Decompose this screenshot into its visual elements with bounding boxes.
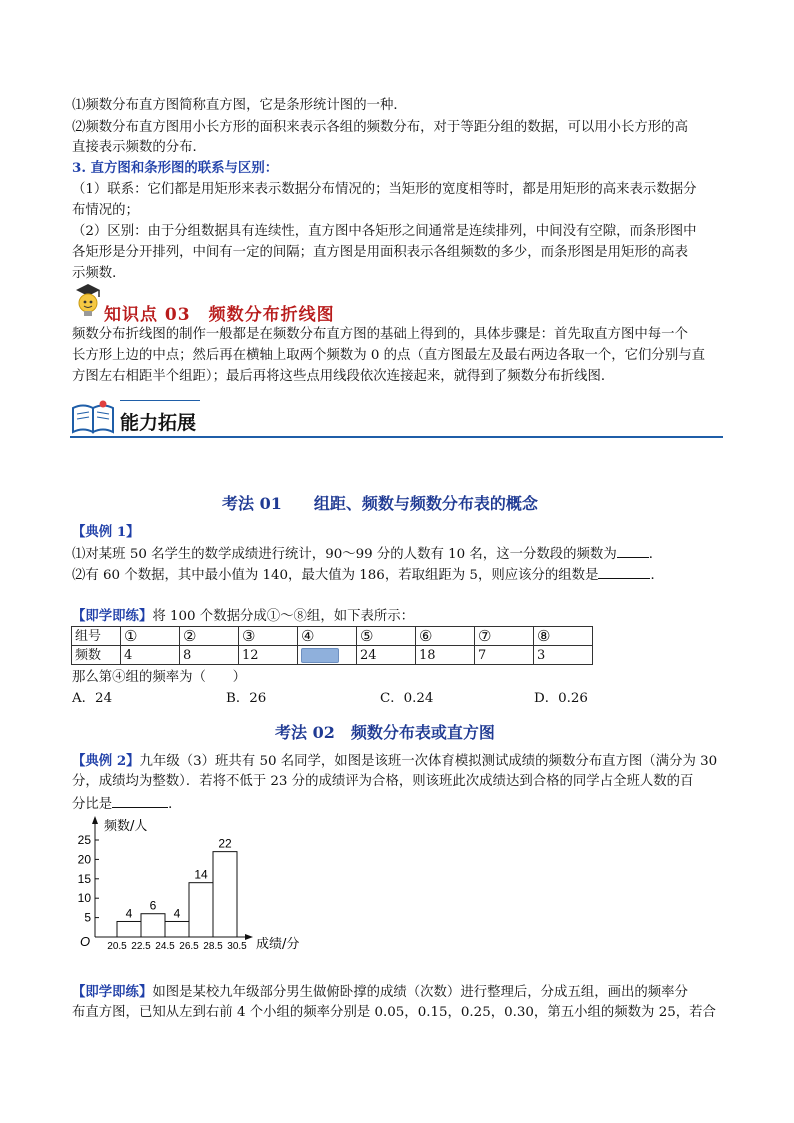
bar-value-label: 4 bbox=[125, 906, 133, 921]
bar-value-label: 14 bbox=[194, 867, 208, 882]
practice-line bbox=[72, 606, 414, 627]
banner-top-rule bbox=[120, 400, 200, 401]
y-tick-label: 15 bbox=[77, 871, 91, 886]
table-cell: 4 bbox=[121, 646, 180, 665]
table-cell: 18 bbox=[416, 646, 475, 665]
table-cell: 24 bbox=[357, 646, 416, 665]
text-line: 布情况的； bbox=[72, 203, 139, 218]
table-cell: 3 bbox=[534, 646, 593, 665]
y-tick-label: 5 bbox=[84, 910, 91, 925]
text-line: 直接表示频数的分布． bbox=[72, 140, 206, 155]
book-icon bbox=[70, 398, 116, 440]
x-tick-label: 26.5 bbox=[179, 941, 199, 952]
table-cell: ③ bbox=[239, 627, 298, 646]
text-line: ⑴频数分布直方图简称直方图，它是条形统计图的一种． bbox=[72, 98, 407, 113]
option-c[interactable]: C．0.24 bbox=[380, 691, 434, 706]
origin-label: O bbox=[80, 934, 91, 949]
question-text: 九年级（3）班共有 50 名同学，如图是该班一次体育模拟测试成绩的频数分布直方图（满分为 30 bbox=[139, 754, 718, 769]
y-tick-label: 10 bbox=[77, 891, 91, 906]
x-tick-label: 20.5 bbox=[107, 941, 127, 952]
text-line: 各矩形是分开排列，中间有一定的间隔；直方图是用面积表示各组频数的多少，而条形图是用矩形的高表 bbox=[72, 245, 688, 260]
text-line: 长方形上边的中点；然后再在横轴上取两个频数为 0 的点（直方图最左及最右两边各取一个，它们分别与直 bbox=[72, 348, 705, 363]
bar-value-label: 22 bbox=[218, 836, 232, 851]
text-line: 频数分布折线图的制作一般都是在频数分布直方图的基础上得到的，具体步骤是：首先取直方图中每一个 bbox=[72, 327, 688, 342]
text-line: 方图左右相距半个组距）；最后再将这些点用线段依次连接起来，就得到了频数分布折线图． bbox=[72, 369, 615, 384]
table-header-cell: 组号 bbox=[72, 627, 121, 646]
subheading: 3. 直方图和条形图的联系与区别： bbox=[72, 160, 279, 176]
x-tick-label: 22.5 bbox=[131, 941, 151, 952]
banner-divider bbox=[70, 436, 723, 438]
histogram-bar bbox=[141, 914, 165, 937]
histogram-bar bbox=[189, 883, 213, 937]
table-cell: 8 bbox=[180, 646, 239, 665]
table-cell: 12 bbox=[239, 646, 298, 665]
practice-text: 将 100 个数据分成①～⑧组，如下表所示： bbox=[152, 609, 415, 624]
example-tag: 【典例 2】 bbox=[72, 753, 140, 769]
table-cell: 7 bbox=[475, 646, 534, 665]
text-line: 示频数． bbox=[72, 266, 126, 281]
bar-value-label: 6 bbox=[149, 898, 157, 913]
question-end: ． bbox=[648, 547, 663, 562]
method-title: 考法 02 频数分布表或直方图 bbox=[275, 723, 495, 742]
method-title: 考法 01 组距、频数与频数分布表的概念 bbox=[222, 494, 538, 513]
practice-tag: 【即学即练】 bbox=[72, 984, 153, 1000]
table-cell: ⑥ bbox=[416, 627, 475, 646]
text-line: （2）区别：由于分组数据具有连续性，直方图中各矩形之间通常是连续排列，中间没有空隙，而条形图中 bbox=[72, 224, 697, 239]
table-row bbox=[72, 627, 593, 646]
histogram-bar bbox=[213, 852, 237, 937]
x-tick-label: 28.5 bbox=[203, 941, 223, 952]
example-tag: 【典例 1】 bbox=[72, 524, 140, 540]
text-line: 布直方图，已知从左到右前 4 个小组的频率分别是 0.05，0.15，0.25，0.30，第五小组的频数为 25，若合 bbox=[72, 1005, 716, 1020]
table-cell: ② bbox=[180, 627, 239, 646]
option-a[interactable]: A．24 bbox=[72, 691, 113, 706]
table-cell: ⑧ bbox=[534, 627, 593, 646]
x-tick-label: 30.5 bbox=[227, 941, 247, 952]
frequency-table bbox=[71, 626, 593, 665]
banner-title: 能力拓展 bbox=[120, 412, 197, 434]
y-axis-label: 频数/人 bbox=[104, 819, 148, 834]
practice-tag: 【即学即练】 bbox=[72, 608, 153, 624]
x-axis-arrow bbox=[245, 934, 253, 940]
text-line: （1）联系：它们都是用矩形来表示数据分布情况的；当矩形的宽度相等时，都是用矩形的高来表示数据分 bbox=[72, 182, 697, 197]
answer-blank[interactable] bbox=[112, 793, 168, 808]
answer-blank[interactable] bbox=[617, 543, 649, 558]
question-text: ⑵有 60 个数据，其中最小值为 140，最大值为 186，若取组距为 5，则应该分的组数是 bbox=[72, 568, 599, 583]
y-tick-label: 25 bbox=[77, 833, 91, 847]
x-tick-label: 24.5 bbox=[155, 941, 175, 952]
knowledge-point-title: 知识点 03 频数分布折线图 bbox=[104, 305, 335, 325]
option-d[interactable]: D．0.26 bbox=[534, 691, 588, 706]
histogram-chart bbox=[70, 812, 320, 957]
table-cell: ⑦ bbox=[475, 627, 534, 646]
text-line: 分，成绩均为整数）．若将不低于 23 分的成绩评为合格，则该班此次成绩达到合格的同学占全班人数的百 bbox=[72, 774, 694, 789]
question-end: ． bbox=[168, 797, 182, 812]
y-tick-label: 20 bbox=[77, 852, 91, 867]
histogram-bar bbox=[117, 921, 141, 937]
table-row bbox=[72, 646, 593, 665]
histogram-bar bbox=[165, 921, 189, 937]
answer-blank[interactable] bbox=[598, 564, 650, 579]
table-cell: ⑤ bbox=[357, 627, 416, 646]
question-text: 分比是 bbox=[72, 797, 113, 812]
y-axis-arrow bbox=[92, 816, 98, 824]
practice-line bbox=[72, 982, 688, 1003]
hidden-value-box bbox=[301, 648, 339, 663]
question-line bbox=[72, 564, 664, 586]
question-text: ⑴对某班 50 名学生的数学成绩进行统计，90～99 分的人数有 10 名，这一分数段的频数为 bbox=[72, 547, 617, 562]
question-end: ． bbox=[650, 568, 664, 583]
question-line bbox=[72, 543, 662, 565]
table-cell: ④ bbox=[298, 627, 357, 646]
option-b[interactable]: B．26 bbox=[226, 691, 267, 706]
table-cell: ① bbox=[121, 627, 180, 646]
lightbulb-scholar-icon bbox=[72, 283, 104, 323]
text-line: ⑵频数分布直方图用小长方形的面积来表示各组的频数分布，对于等距分组的数据，可以用小长方形的高 bbox=[72, 120, 688, 135]
x-axis-label: 成绩/分 bbox=[256, 937, 300, 952]
table-cell-unknown[interactable] bbox=[298, 646, 357, 665]
table-header-cell: 频数 bbox=[72, 646, 121, 665]
practice-text: 如图是某校九年级部分男生做俯卧撑的成绩（次数）进行整理后，分成五组，画出的频率分 bbox=[152, 985, 688, 1000]
question-line: 那么第④组的频率为（ ） bbox=[72, 670, 247, 685]
bar-value-label: 4 bbox=[173, 906, 181, 921]
question-line bbox=[72, 751, 717, 772]
